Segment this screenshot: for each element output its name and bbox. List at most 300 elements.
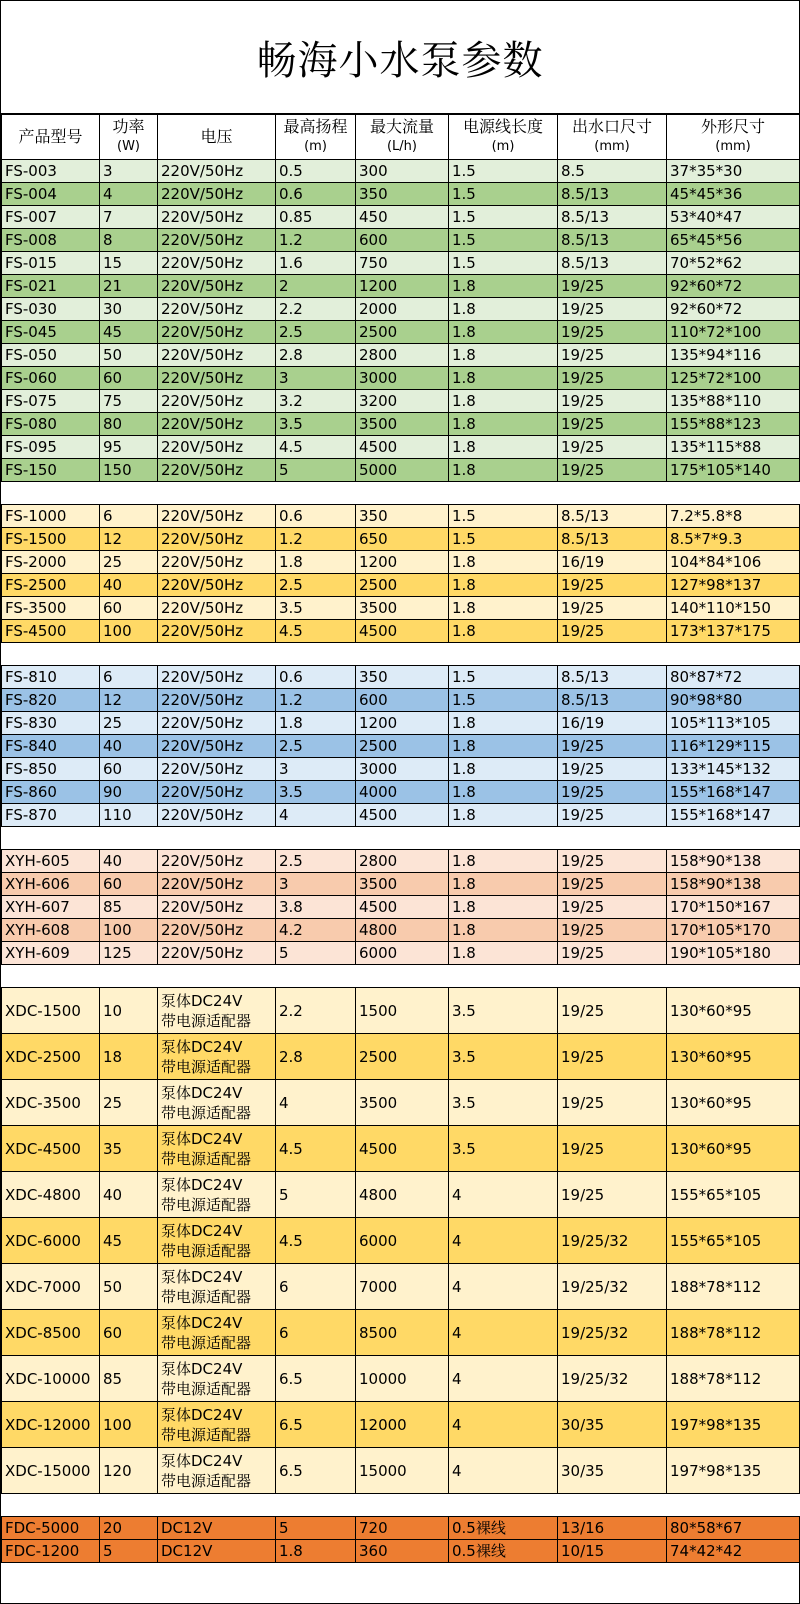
cell-max-head: 3 <box>276 758 356 781</box>
cell-max-head: 6 <box>276 1264 356 1310</box>
cell-dimensions: 130*60*95 <box>667 1080 800 1126</box>
cell-dimensions: 175*105*140 <box>667 459 800 482</box>
cell-max-flow: 4000 <box>356 781 449 804</box>
cell-cable-length: 4 <box>449 1356 558 1402</box>
cell-outlet-size: 16/19 <box>558 551 667 574</box>
cell-cable-length: 4 <box>449 1310 558 1356</box>
table-row <box>2 1080 800 1126</box>
cell-model: FS-150 <box>2 459 100 482</box>
cell-dimensions: 130*60*95 <box>667 1126 800 1172</box>
cell-model: FS-3500 <box>2 597 100 620</box>
cell-voltage: 220V/50Hz <box>158 413 276 436</box>
cell-outlet-size: 8.5/13 <box>558 666 667 689</box>
cell-dimensions: 188*78*112 <box>667 1356 800 1402</box>
cell-voltage <box>158 1402 276 1448</box>
table-row <box>2 666 800 689</box>
cell-dimensions: 190*105*180 <box>667 942 800 965</box>
cell-power: 25 <box>100 551 158 574</box>
cell-voltage: 220V/50Hz <box>158 666 276 689</box>
cell-max-head: 3.5 <box>276 781 356 804</box>
cell-power: 35 <box>100 1126 158 1172</box>
cell-model: XDC-7000 <box>2 1264 100 1310</box>
cell-cable-length: 4 <box>449 1448 558 1494</box>
cell-outlet-size: 19/25 <box>558 275 667 298</box>
cell-max-head: 0.6 <box>276 183 356 206</box>
cell-voltage: 220V/50Hz <box>158 344 276 367</box>
cell-max-head: 4.5 <box>276 1126 356 1172</box>
cell-max-flow: 1200 <box>356 551 449 574</box>
cell-voltage: 220V/50Hz <box>158 390 276 413</box>
table-row <box>2 1448 800 1494</box>
cell-model: FS-007 <box>2 206 100 229</box>
cell-max-flow: 6000 <box>356 1218 449 1264</box>
cell-max-flow: 3500 <box>356 1080 449 1126</box>
cell-outlet-size: 8.5 <box>558 160 667 183</box>
cell-max-flow: 4500 <box>356 1126 449 1172</box>
cell-model: FS-050 <box>2 344 100 367</box>
cell-outlet-size: 8.5/13 <box>558 528 667 551</box>
cell-outlet-size: 19/25 <box>558 620 667 643</box>
cell-power: 150 <box>100 459 158 482</box>
cell-power: 3 <box>100 160 158 183</box>
cell-model: FS-003 <box>2 160 100 183</box>
cell-dimensions: 53*40*47 <box>667 206 800 229</box>
cell-voltage: 220V/50Hz <box>158 735 276 758</box>
cell-max-flow: 600 <box>356 689 449 712</box>
cell-cable-length: 1.8 <box>449 942 558 965</box>
cell-dimensions: 158*90*138 <box>667 873 800 896</box>
table-row <box>2 804 800 827</box>
cell-outlet-size: 19/25/32 <box>558 1310 667 1356</box>
cell-dimensions: 155*88*123 <box>667 413 800 436</box>
cell-voltage: 220V/50Hz <box>158 551 276 574</box>
spec-table <box>1 114 800 1563</box>
cell-voltage: 220V/50Hz <box>158 781 276 804</box>
cell-dimensions: 155*168*147 <box>667 781 800 804</box>
table-row <box>2 781 800 804</box>
cell-voltage: DC12V <box>158 1517 276 1540</box>
cell-power: 60 <box>100 367 158 390</box>
cell-power: 125 <box>100 942 158 965</box>
header-outlet-size: 出水口尺寸 (mm) <box>558 115 667 160</box>
cell-model: FS-1000 <box>2 505 100 528</box>
header-cable-length: 电源线长度 (m) <box>449 115 558 160</box>
cell-cable-length: 1.5 <box>449 229 558 252</box>
cell-power: 15 <box>100 252 158 275</box>
header-model: 产品型号 <box>2 115 100 160</box>
cell-outlet-size: 19/25 <box>558 1126 667 1172</box>
cell-model: XDC-8500 <box>2 1310 100 1356</box>
cell-outlet-size: 19/25/32 <box>558 1356 667 1402</box>
cell-dimensions: 92*60*72 <box>667 275 800 298</box>
cell-model: FS-4500 <box>2 620 100 643</box>
cell-dimensions: 170*150*167 <box>667 896 800 919</box>
cell-power: 50 <box>100 344 158 367</box>
header-max-flow: 最大流量 (L/h) <box>356 115 449 160</box>
voltage-line: 泵体DC24V <box>161 1037 243 1056</box>
cell-max-flow: 750 <box>356 252 449 275</box>
table-row <box>2 1034 800 1080</box>
cell-cable-length: 1.8 <box>449 850 558 873</box>
cell-voltage: 220V/50Hz <box>158 367 276 390</box>
voltage-line: 泵体DC24V <box>161 1267 243 1286</box>
cell-max-head: 2.8 <box>276 1034 356 1080</box>
cell-outlet-size: 19/25 <box>558 298 667 321</box>
cell-max-flow: 3000 <box>356 367 449 390</box>
cell-cable-length: 1.8 <box>449 781 558 804</box>
cell-outlet-size: 19/25 <box>558 390 667 413</box>
table-row <box>2 413 800 436</box>
cell-dimensions: 155*65*105 <box>667 1218 800 1264</box>
header-max-head: 最高扬程 (m) <box>276 115 356 160</box>
cell-power: 25 <box>100 712 158 735</box>
cell-model: FDC-5000 <box>2 1517 100 1540</box>
cell-max-flow: 15000 <box>356 1448 449 1494</box>
table-row <box>2 758 800 781</box>
cell-voltage: 220V/50Hz <box>158 275 276 298</box>
cell-dimensions: 80*87*72 <box>667 666 800 689</box>
cell-cable-length: 1.5 <box>449 252 558 275</box>
cell-power: 25 <box>100 1080 158 1126</box>
voltage-line: 带电源适配器 <box>161 1195 252 1214</box>
cell-outlet-size: 19/25 <box>558 413 667 436</box>
table-row <box>2 229 800 252</box>
cell-power: 60 <box>100 758 158 781</box>
cell-max-head: 2.8 <box>276 344 356 367</box>
cell-power: 100 <box>100 620 158 643</box>
voltage-line: 泵体DC24V <box>161 1405 243 1424</box>
table-row <box>2 1356 800 1402</box>
cell-cable-length: 1.8 <box>449 459 558 482</box>
cell-model: FS-095 <box>2 436 100 459</box>
cell-voltage: 220V/50Hz <box>158 597 276 620</box>
cell-power: 40 <box>100 850 158 873</box>
table-row <box>2 298 800 321</box>
cell-cable-length: 1.8 <box>449 436 558 459</box>
cell-max-head: 0.5 <box>276 160 356 183</box>
cell-max-flow: 2500 <box>356 735 449 758</box>
cell-max-head: 4 <box>276 1080 356 1126</box>
table-row <box>2 712 800 735</box>
cell-cable-length: 4 <box>449 1264 558 1310</box>
cell-cable-length: 1.5 <box>449 206 558 229</box>
cell-outlet-size: 30/35 <box>558 1448 667 1494</box>
table-row <box>2 459 800 482</box>
cell-model: FS-021 <box>2 275 100 298</box>
cell-max-flow: 350 <box>356 666 449 689</box>
cell-outlet-size: 8.5/13 <box>558 252 667 275</box>
cell-dimensions: 74*42*42 <box>667 1540 800 1563</box>
cell-max-head: 6.5 <box>276 1448 356 1494</box>
cell-model: FS-2000 <box>2 551 100 574</box>
cell-model: XYH-608 <box>2 919 100 942</box>
cell-cable-length: 1.8 <box>449 275 558 298</box>
cell-max-head: 3 <box>276 367 356 390</box>
cell-cable-length: 1.8 <box>449 712 558 735</box>
cell-max-flow: 3500 <box>356 597 449 620</box>
table-row <box>2 160 800 183</box>
cell-cable-length: 1.5 <box>449 505 558 528</box>
cell-model: XDC-4800 <box>2 1172 100 1218</box>
cell-max-head: 1.6 <box>276 252 356 275</box>
cell-dimensions: 116*129*115 <box>667 735 800 758</box>
cell-model: FS-840 <box>2 735 100 758</box>
cell-max-head: 4.5 <box>276 620 356 643</box>
cell-outlet-size: 8.5/13 <box>558 206 667 229</box>
cell-model: FS-030 <box>2 298 100 321</box>
cell-dimensions: 130*60*95 <box>667 988 800 1034</box>
cell-dimensions: 188*78*112 <box>667 1264 800 1310</box>
cell-model: FS-860 <box>2 781 100 804</box>
cell-max-flow: 2500 <box>356 321 449 344</box>
page-title: 畅海小水泵参数 <box>1 1 799 114</box>
cell-power: 10 <box>100 988 158 1034</box>
cell-cable-length: 1.8 <box>449 597 558 620</box>
table-row <box>2 275 800 298</box>
table-row <box>2 551 800 574</box>
cell-cable-length: 1.8 <box>449 344 558 367</box>
voltage-line: 带电源适配器 <box>161 1057 252 1076</box>
cell-model: FS-004 <box>2 183 100 206</box>
cell-power: 45 <box>100 321 158 344</box>
voltage-line: 带电源适配器 <box>161 1103 252 1122</box>
cell-cable-length: 3.5 <box>449 1126 558 1172</box>
cell-outlet-size: 19/25 <box>558 1080 667 1126</box>
cell-dimensions: 135*94*116 <box>667 344 800 367</box>
cell-cable-length: 1.5 <box>449 666 558 689</box>
cell-outlet-size: 8.5/13 <box>558 689 667 712</box>
voltage-line: 带电源适配器 <box>161 1333 252 1352</box>
cell-outlet-size: 16/19 <box>558 712 667 735</box>
cell-power: 100 <box>100 1402 158 1448</box>
cell-model: FS-2500 <box>2 574 100 597</box>
cell-max-head: 1.8 <box>276 551 356 574</box>
cell-voltage <box>158 1448 276 1494</box>
cell-dimensions: 80*58*67 <box>667 1517 800 1540</box>
cell-voltage <box>158 1310 276 1356</box>
voltage-line: 泵体DC24V <box>161 1129 243 1148</box>
cell-model: XYH-605 <box>2 850 100 873</box>
cell-dimensions: 133*145*132 <box>667 758 800 781</box>
cell-outlet-size: 19/25 <box>558 459 667 482</box>
cell-dimensions: 197*98*135 <box>667 1448 800 1494</box>
table-row <box>2 942 800 965</box>
cell-model: FS-830 <box>2 712 100 735</box>
cell-max-flow: 350 <box>356 183 449 206</box>
cell-max-flow: 1200 <box>356 712 449 735</box>
cell-power: 40 <box>100 574 158 597</box>
cell-dimensions: 188*78*112 <box>667 1310 800 1356</box>
cell-power: 12 <box>100 528 158 551</box>
cell-voltage <box>158 1356 276 1402</box>
cell-max-head: 4 <box>276 804 356 827</box>
cell-max-head: 2.5 <box>276 850 356 873</box>
cell-cable-length: 1.8 <box>449 919 558 942</box>
cell-voltage: 220V/50Hz <box>158 436 276 459</box>
voltage-line: 泵体DC24V <box>161 1083 243 1102</box>
cell-max-head: 6.5 <box>276 1402 356 1448</box>
cell-outlet-size: 13/16 <box>558 1517 667 1540</box>
voltage-line: 泵体DC24V <box>161 1221 243 1240</box>
cell-power: 50 <box>100 1264 158 1310</box>
cell-outlet-size: 19/25 <box>558 344 667 367</box>
cell-model: XDC-15000 <box>2 1448 100 1494</box>
cell-max-head: 1.2 <box>276 229 356 252</box>
cell-power: 120 <box>100 1448 158 1494</box>
group-spacer <box>2 643 800 666</box>
cell-max-head: 1.2 <box>276 528 356 551</box>
cell-voltage: 220V/50Hz <box>158 229 276 252</box>
table-row <box>2 597 800 620</box>
cell-outlet-size: 30/35 <box>558 1402 667 1448</box>
cell-power: 110 <box>100 804 158 827</box>
cell-model: XDC-10000 <box>2 1356 100 1402</box>
cell-cable-length: 1.8 <box>449 413 558 436</box>
cell-outlet-size: 10/15 <box>558 1540 667 1563</box>
table-row <box>2 1172 800 1218</box>
table-row <box>2 988 800 1034</box>
cell-outlet-size: 19/25/32 <box>558 1218 667 1264</box>
cell-outlet-size: 19/25 <box>558 873 667 896</box>
cell-power: 60 <box>100 1310 158 1356</box>
cell-max-head: 0.6 <box>276 666 356 689</box>
cell-max-head: 6 <box>276 1310 356 1356</box>
cell-voltage: 220V/50Hz <box>158 758 276 781</box>
cell-power: 75 <box>100 390 158 413</box>
cell-max-head: 6.5 <box>276 1356 356 1402</box>
voltage-line: 泵体DC24V <box>161 1359 243 1378</box>
cell-max-flow: 720 <box>356 1517 449 1540</box>
table-row <box>2 1126 800 1172</box>
group-spacer <box>2 1494 800 1517</box>
cell-power: 85 <box>100 1356 158 1402</box>
cell-model: XYH-609 <box>2 942 100 965</box>
spacer-cell <box>2 827 800 850</box>
cell-max-flow: 3000 <box>356 758 449 781</box>
cell-voltage: 220V/50Hz <box>158 620 276 643</box>
cell-max-head: 2 <box>276 275 356 298</box>
cell-model: FS-820 <box>2 689 100 712</box>
cell-voltage: DC12V <box>158 1540 276 1563</box>
cell-voltage: 220V/50Hz <box>158 252 276 275</box>
voltage-line: 泵体DC24V <box>161 991 243 1010</box>
cell-outlet-size: 8.5/13 <box>558 229 667 252</box>
cell-voltage: 220V/50Hz <box>158 298 276 321</box>
cell-voltage: 220V/50Hz <box>158 183 276 206</box>
voltage-line: 带电源适配器 <box>161 1287 252 1306</box>
group-spacer <box>2 965 800 988</box>
cell-model: FS-008 <box>2 229 100 252</box>
cell-cable-length: 3.5 <box>449 1034 558 1080</box>
cell-outlet-size: 19/25 <box>558 850 667 873</box>
cell-cable-length: 3.5 <box>449 988 558 1034</box>
cell-cable-length: 1.5 <box>449 160 558 183</box>
cell-max-flow: 2500 <box>356 574 449 597</box>
cell-voltage: 220V/50Hz <box>158 896 276 919</box>
cell-dimensions: 45*45*36 <box>667 183 800 206</box>
cell-dimensions: 135*115*88 <box>667 436 800 459</box>
table-row <box>2 505 800 528</box>
cell-model: XDC-4500 <box>2 1126 100 1172</box>
cell-cable-length: 1.8 <box>449 873 558 896</box>
cell-outlet-size: 19/25 <box>558 735 667 758</box>
cell-power: 45 <box>100 1218 158 1264</box>
cell-max-flow: 2800 <box>356 344 449 367</box>
voltage-line: 带电源适配器 <box>161 1011 252 1030</box>
table-row <box>2 850 800 873</box>
table-body <box>2 160 800 1563</box>
cell-max-head: 2.5 <box>276 321 356 344</box>
cell-voltage: 220V/50Hz <box>158 505 276 528</box>
cell-max-flow: 3200 <box>356 390 449 413</box>
cell-dimensions: 104*84*106 <box>667 551 800 574</box>
cell-max-head: 4.2 <box>276 919 356 942</box>
spacer-cell <box>2 482 800 505</box>
voltage-line: 带电源适配器 <box>161 1379 252 1398</box>
cell-max-flow: 4500 <box>356 620 449 643</box>
cell-voltage: 220V/50Hz <box>158 321 276 344</box>
cell-outlet-size: 19/25 <box>558 781 667 804</box>
cell-outlet-size: 19/25 <box>558 1172 667 1218</box>
cell-max-flow: 4800 <box>356 919 449 942</box>
cell-dimensions: 155*65*105 <box>667 1172 800 1218</box>
cell-model: FS-015 <box>2 252 100 275</box>
cell-outlet-size: 19/25 <box>558 896 667 919</box>
header-row <box>2 115 800 160</box>
header-dimensions: 外形尺寸 (mm) <box>667 115 800 160</box>
cell-cable-length: 0.5裸线 <box>449 1517 558 1540</box>
cell-max-flow: 1500 <box>356 988 449 1034</box>
cell-max-flow: 12000 <box>356 1402 449 1448</box>
voltage-line: 带电源适配器 <box>161 1425 252 1444</box>
cell-power: 40 <box>100 1172 158 1218</box>
cell-cable-length: 1.8 <box>449 390 558 413</box>
cell-max-head: 1.8 <box>276 1540 356 1563</box>
table-row <box>2 1310 800 1356</box>
cell-max-head: 5 <box>276 1517 356 1540</box>
cell-model: FS-075 <box>2 390 100 413</box>
cell-power: 8 <box>100 229 158 252</box>
cell-power: 40 <box>100 735 158 758</box>
cell-dimensions: 110*72*100 <box>667 321 800 344</box>
header-power: 功率 (W) <box>100 115 158 160</box>
cell-max-flow: 4500 <box>356 896 449 919</box>
voltage-line: 带电源适配器 <box>161 1241 252 1260</box>
cell-dimensions: 135*88*110 <box>667 390 800 413</box>
cell-power: 80 <box>100 413 158 436</box>
cell-outlet-size: 19/25 <box>558 597 667 620</box>
cell-dimensions: 37*35*30 <box>667 160 800 183</box>
cell-max-flow: 360 <box>356 1540 449 1563</box>
cell-max-head: 5 <box>276 1172 356 1218</box>
cell-voltage: 220V/50Hz <box>158 689 276 712</box>
cell-voltage: 220V/50Hz <box>158 919 276 942</box>
table-row <box>2 735 800 758</box>
cell-max-head: 4.5 <box>276 436 356 459</box>
cell-max-flow: 600 <box>356 229 449 252</box>
cell-dimensions: 105*113*105 <box>667 712 800 735</box>
cell-cable-length: 1.5 <box>449 183 558 206</box>
cell-power: 85 <box>100 896 158 919</box>
cell-power: 4 <box>100 183 158 206</box>
spacer-cell <box>2 1494 800 1517</box>
cell-max-head: 3.5 <box>276 413 356 436</box>
cell-cable-length: 0.5裸线 <box>449 1540 558 1563</box>
cell-voltage: 220V/50Hz <box>158 850 276 873</box>
cell-model: FS-850 <box>2 758 100 781</box>
cell-max-head: 2.2 <box>276 988 356 1034</box>
voltage-line: 泵体DC24V <box>161 1175 243 1194</box>
